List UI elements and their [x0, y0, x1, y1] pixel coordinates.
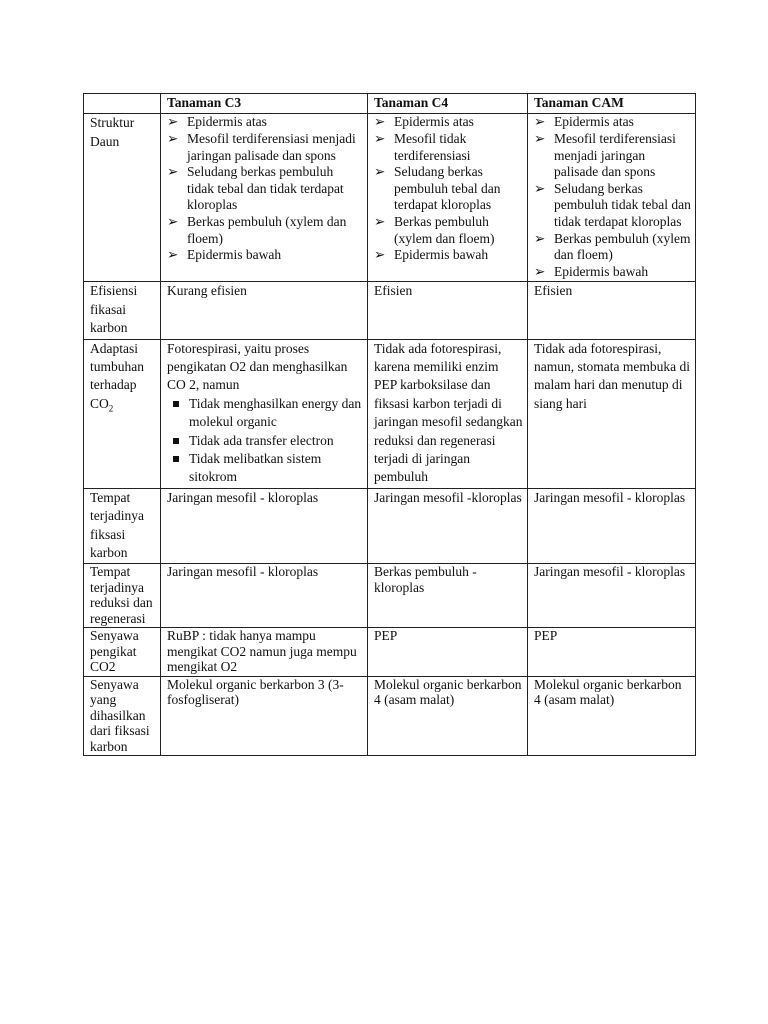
table-row — [84, 564, 696, 628]
arrow-bullet-icon: ➢ — [534, 263, 546, 279]
list-item: ➢ Epidermis bawah — [534, 263, 649, 279]
arrow-bullet-icon: ➢ — [534, 114, 546, 130]
c3-cell — [161, 114, 368, 282]
list-item: ➢ Seludang berkas pembuluh tidak tebal dan tidak terdapat kloroplas — [534, 180, 691, 229]
c4-cell: Efisien — [368, 282, 528, 339]
row-label: Adaptasi tumbuhan terhadap $CO_2$ — [84, 339, 161, 488]
arrow-bullet-icon: ➢ — [167, 131, 179, 146]
header-c3: Tanaman C3 — [161, 94, 368, 114]
cam-cell: Jaringan mesofil - kloroplas — [528, 488, 696, 564]
list-item: ➢ Epidermis atas — [534, 114, 634, 130]
list-item: ➢ Berkas pembuluh (xylem dan floem) — [374, 213, 495, 246]
bullet-list — [167, 114, 363, 263]
row-label: Senyawa pengikat CO2 — [84, 628, 161, 677]
table-row — [84, 282, 696, 339]
list-item: ➢ Epidermis bawah — [374, 247, 489, 263]
c3-cell: Jaringan mesofil - kloroplas — [161, 564, 368, 628]
list-item: Tidak ada transfer electron — [167, 432, 363, 450]
list-item: ➢ Berkas pembuluh (xylem dan floem) — [167, 213, 347, 246]
square-bullet-icon — [173, 456, 179, 462]
arrow-bullet-icon: ➢ — [374, 114, 386, 130]
arrow-bullet-icon: ➢ — [534, 180, 546, 196]
c4-cell: Jaringan mesofil -kloroplas — [368, 488, 528, 564]
bullet-list — [374, 114, 523, 263]
arrow-bullet-icon: ➢ — [374, 247, 386, 263]
table-row — [84, 628, 696, 677]
c4-cell — [368, 114, 528, 282]
arrow-bullet-icon: ➢ — [534, 230, 546, 246]
cam-cell: Tidak ada fotorespirasi, namun, stomata membuka di malam hari dan menutup di siang hari — [528, 339, 696, 488]
arrow-bullet-icon: ➢ — [167, 213, 179, 229]
cam-cell: PEP — [528, 628, 696, 677]
c3-cell: Molekul organic berkarbon 3 (3-fosfogliserat) — [161, 676, 368, 756]
header-c4: Tanaman C4 — [368, 94, 528, 114]
table-row — [84, 339, 696, 488]
bullet-list — [167, 395, 363, 487]
table-row — [84, 488, 696, 564]
c4-cell: Molekul organic berkarbon 4 (asam malat) — [368, 676, 528, 756]
c3-cell: Kurang efisien — [161, 282, 368, 339]
arrow-bullet-icon: ➢ — [374, 131, 386, 146]
c4-cell: Berkas pembuluh - kloroplas — [368, 564, 528, 628]
row-label: Struktur Daun — [84, 114, 161, 282]
square-bullet-icon — [173, 401, 179, 407]
cell-text: Fotorespirasi, yaitu proses pengikatan O2 dan menghasilkan CO 2, namun — [167, 340, 348, 393]
arrow-bullet-icon: ➢ — [167, 164, 179, 180]
table-row — [84, 676, 696, 756]
header-empty — [84, 94, 161, 114]
list-item: ➢ Seludang berkas pembuluh tidak tebal dan tidak terdapat kloroplas — [167, 164, 344, 213]
list-item: ➢ Epidermis atas — [374, 114, 474, 130]
cam-cell: Efisien — [528, 282, 696, 339]
c4-cell: PEP — [368, 628, 528, 677]
list-item: ➢ Mesofil terdiferensiasi menjadi jaringan palisade dan spons — [167, 131, 356, 163]
list-item: ➢ Seludang berkas pembuluh tebal dan terdapat kloroplas — [374, 164, 501, 213]
arrow-bullet-icon: ➢ — [374, 164, 386, 180]
arrow-bullet-icon: ➢ — [374, 213, 386, 229]
header-cam: Tanaman CAM — [528, 94, 696, 114]
arrow-bullet-icon: ➢ — [167, 114, 179, 130]
list-item: ➢ Epidermis bawah — [167, 247, 282, 263]
row-label: Tempat terjadinya reduksi dan regenerasi — [84, 564, 161, 628]
arrow-bullet-icon: ➢ — [167, 247, 179, 263]
cam-cell: Molekul organic berkarbon 4 (asam malat) — [528, 676, 696, 756]
list-item: ➢ Berkas pembuluh (xylem dan floem) — [534, 230, 691, 263]
c3-cell: RuBP : tidak hanya mampu mengikat CO2 namun juga mempu mengikat O2 — [161, 628, 368, 677]
c3-cell — [161, 339, 368, 488]
cam-cell: Jaringan mesofil - kloroplas — [528, 564, 696, 628]
row-label: Tempat terjadinya fiksasi karbon — [84, 488, 161, 564]
table-row — [84, 114, 696, 282]
list-item: Tidak melibatkan sistem sitokrom — [167, 450, 363, 487]
arrow-bullet-icon: ➢ — [534, 131, 546, 146]
square-bullet-icon — [173, 438, 179, 444]
row-label: Senyawa yang dihasilkan dari fiksasi karbon — [84, 676, 161, 756]
row-label: Efisiensi fikasai karbon — [84, 282, 161, 339]
list-item: ➢ Mesofil terdiferensiasi menjadi jaringan palisade dan spons — [534, 131, 676, 180]
list-item: ➢ Mesofil tidak terdiferensiasi — [374, 131, 471, 163]
list-item: Tidak menghasilkan energy dan molekul organic — [167, 395, 363, 432]
bullet-list — [534, 114, 691, 280]
comparison-table — [83, 93, 696, 756]
c3-cell: Jaringan mesofil - kloroplas — [161, 488, 368, 564]
table-header-row — [84, 94, 696, 114]
list-item: ➢ Epidermis atas — [167, 114, 267, 130]
c4-cell: Tidak ada fotorespirasi, karena memiliki enzim PEP karboksilase dan fiksasi karbon terjadi di jaringan mesofil sedangkan reduksi dan regenerasi terjadi di jaringan pembuluh — [368, 339, 528, 488]
cam-cell — [528, 114, 696, 282]
